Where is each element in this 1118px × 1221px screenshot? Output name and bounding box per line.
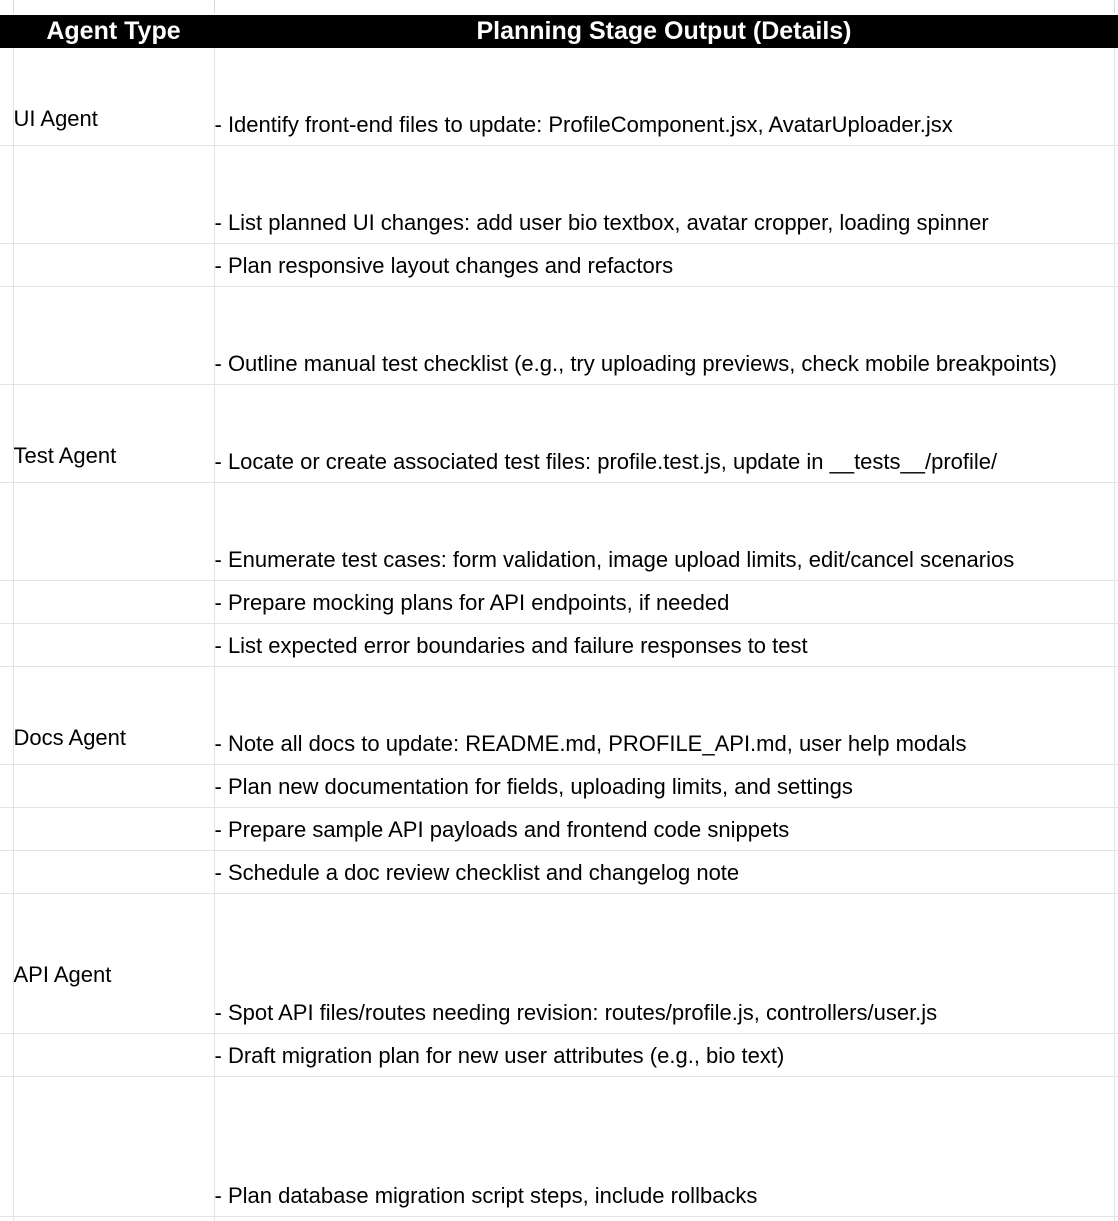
agent-type-cell[interactable]: Test Agent <box>13 385 214 483</box>
edge-cell <box>1114 1217 1118 1221</box>
edge-cell <box>1114 765 1118 808</box>
planning-output-cell[interactable] <box>214 483 1114 581</box>
gutter-cell <box>0 581 13 624</box>
table-row <box>0 483 1118 581</box>
planning-output-text: - List planned UI changes: add user bio textbox, avatar cropper, loading spinner <box>215 202 1114 243</box>
gutter-cell <box>0 287 13 385</box>
edge-cell <box>1114 244 1118 287</box>
planning-output-cell <box>214 1217 1114 1221</box>
table-row <box>0 287 1118 385</box>
gutter-cell <box>0 765 13 808</box>
gutter-cell <box>0 0 13 14</box>
planning-output-text: - Prepare sample API payloads and frontend code snippets <box>215 809 1114 850</box>
planning-output-cell[interactable] <box>214 1034 1114 1077</box>
planning-output-text: - Enumerate test cases: form validation, image upload limits, edit/cancel scenarios <box>215 539 1114 580</box>
planning-output-text: - Outline manual test checklist (e.g., try uploading previews, check mobile breakpoints) <box>215 343 1114 384</box>
gutter-cell <box>0 146 13 244</box>
table-row <box>0 385 1118 483</box>
agent-type-cell <box>13 0 214 14</box>
gutter-cell <box>0 851 13 894</box>
edge-cell <box>1114 581 1118 624</box>
planning-output-text: - Plan database migration script steps, include rollbacks <box>215 1176 1114 1216</box>
planning-output-cell[interactable] <box>214 667 1114 765</box>
planning-output-cell[interactable] <box>214 244 1114 287</box>
table-row <box>0 1077 1118 1217</box>
planning-output-cell[interactable] <box>214 385 1114 483</box>
planning-output-text: - Plan new documentation for fields, uploading limits, and settings <box>215 766 1114 807</box>
table-row <box>0 624 1118 667</box>
edge-cell <box>1114 287 1118 385</box>
planning-output-cell[interactable] <box>214 48 1114 146</box>
planning-output-text: - List expected error boundaries and failure responses to test <box>215 625 1114 666</box>
planning-output-text: - Schedule a doc review checklist and changelog note <box>215 852 1114 893</box>
planning-output-cell[interactable] <box>214 894 1114 1034</box>
agent-type-cell[interactable] <box>13 146 214 244</box>
edge-cell <box>1114 667 1118 765</box>
planning-output-cell <box>214 0 1114 14</box>
edge-cell <box>1114 48 1118 146</box>
gutter-cell <box>0 667 13 765</box>
planning-output-cell[interactable] <box>214 765 1114 808</box>
edge-cell <box>1114 851 1118 894</box>
column-header-agent-type[interactable]: Agent Type <box>13 14 214 48</box>
planning-output-text: - Plan responsive layout changes and refactors <box>215 245 1114 286</box>
table-row <box>0 1034 1118 1077</box>
table-row <box>0 765 1118 808</box>
table-row <box>0 667 1118 765</box>
table-row-partial-bottom <box>0 1217 1118 1221</box>
gutter-cell <box>0 624 13 667</box>
agent-type-cell[interactable] <box>13 581 214 624</box>
edge-cell <box>1114 1034 1118 1077</box>
planning-output-text: - Note all docs to update: README.md, PROFILE_API.md, user help modals <box>215 723 1114 764</box>
gutter-cell <box>0 1034 13 1077</box>
agent-type-cell[interactable]: UI Agent <box>13 48 214 146</box>
planning-output-text: - Spot API files/routes needing revision: routes/profile.js, controllers/user.js <box>215 993 1114 1033</box>
agent-type-cell[interactable] <box>13 1077 214 1217</box>
agent-type-cell[interactable] <box>13 624 214 667</box>
planning-output-cell[interactable] <box>214 851 1114 894</box>
column-header-planning-output[interactable]: Planning Stage Output (Details) <box>214 14 1114 48</box>
agent-type-cell[interactable]: API Agent <box>13 894 214 1034</box>
agent-type-cell[interactable] <box>13 808 214 851</box>
agent-type-cell[interactable] <box>13 765 214 808</box>
agent-type-cell[interactable]: Docs Agent <box>13 667 214 765</box>
gutter-cell <box>0 483 13 581</box>
agent-type-cell[interactable] <box>13 287 214 385</box>
agent-type-cell <box>13 1217 214 1221</box>
table-row <box>0 851 1118 894</box>
header-edge-cell <box>1114 14 1118 48</box>
planning-output-cell[interactable] <box>214 581 1114 624</box>
gutter-cell <box>0 244 13 287</box>
edge-cell <box>1114 624 1118 667</box>
gutter-cell <box>0 1217 13 1221</box>
table-row <box>0 808 1118 851</box>
table-row <box>0 244 1118 287</box>
edge-cell <box>1114 483 1118 581</box>
planning-output-text: - Draft migration plan for new user attributes (e.g., bio text) <box>215 1035 1114 1076</box>
planning-output-cell[interactable] <box>214 1077 1114 1217</box>
edge-cell <box>1114 385 1118 483</box>
table-row-partial-top <box>0 0 1118 14</box>
table-header-row <box>0 14 1118 48</box>
planning-output-cell[interactable] <box>214 808 1114 851</box>
gutter-cell <box>0 808 13 851</box>
planning-output-cell[interactable] <box>214 624 1114 667</box>
agent-type-cell[interactable] <box>13 244 214 287</box>
table-row <box>0 894 1118 1034</box>
table-row <box>0 581 1118 624</box>
agent-type-cell[interactable] <box>13 1034 214 1077</box>
planning-output-text: - Prepare mocking plans for API endpoints, if needed <box>215 582 1114 623</box>
planning-output-cell[interactable] <box>214 287 1114 385</box>
edge-cell <box>1114 0 1118 14</box>
planning-output-cell[interactable] <box>214 146 1114 244</box>
table-row <box>0 48 1118 146</box>
gutter-cell <box>0 894 13 1034</box>
edge-cell <box>1114 808 1118 851</box>
planning-output-text: - Identify front-end files to update: ProfileComponent.jsx, AvatarUploader.jsx <box>215 104 1114 145</box>
edge-cell <box>1114 1077 1118 1217</box>
agent-type-cell[interactable] <box>13 851 214 894</box>
planning-output-text: - Locate or create associated test files: profile.test.js, update in __tests__/profile/ <box>215 441 1114 482</box>
gutter-cell <box>0 48 13 146</box>
header-gutter-cell <box>0 14 13 48</box>
table-row <box>0 146 1118 244</box>
edge-cell <box>1114 894 1118 1034</box>
agent-type-cell[interactable] <box>13 483 214 581</box>
edge-cell <box>1114 146 1118 244</box>
gutter-cell <box>0 385 13 483</box>
gutter-cell <box>0 1077 13 1217</box>
